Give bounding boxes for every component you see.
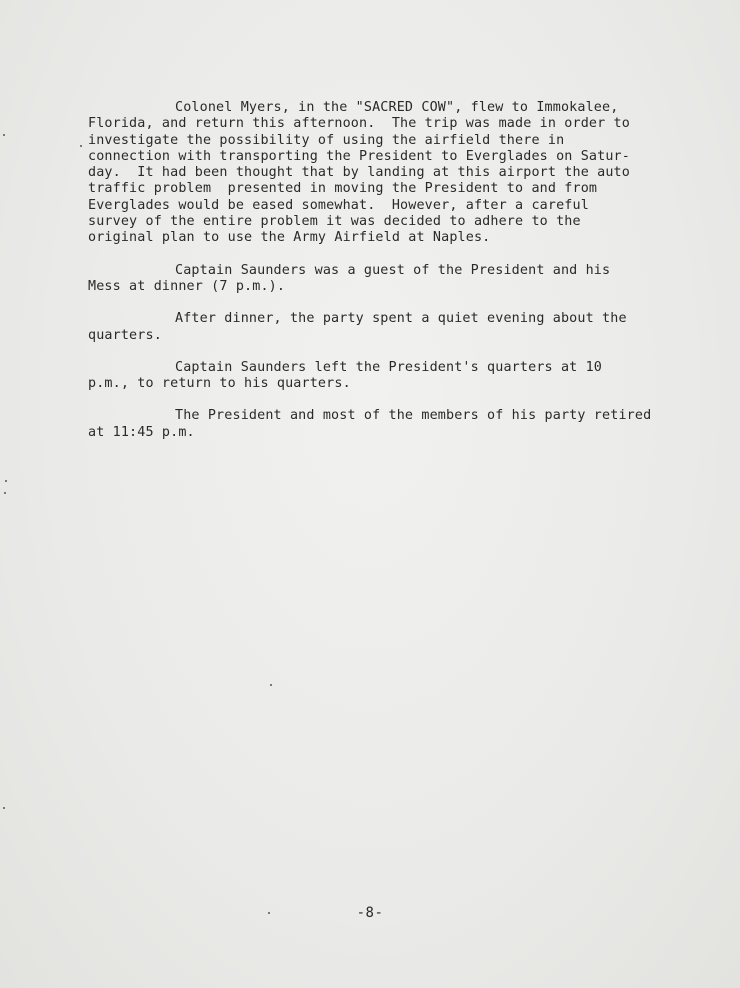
text-line: Mess at dinner (7 p.m.). bbox=[88, 278, 286, 294]
text-line: day. It had been thought that by landing at this airport the auto bbox=[88, 165, 630, 181]
paragraph-gap bbox=[88, 295, 648, 311]
paragraph-gap bbox=[88, 344, 648, 360]
text-line: Captain Saunders was a guest of the President and his bbox=[175, 262, 611, 278]
paragraph-gap bbox=[88, 392, 648, 408]
paragraph-gap bbox=[88, 247, 648, 263]
text-line: survey of the entire problem it was decided to adhere to the bbox=[88, 214, 581, 230]
text-line: at 11:45 p.m. bbox=[88, 424, 195, 440]
text-line: Captain Saunders left the President's quarters at 10 bbox=[175, 359, 603, 375]
scan-speck bbox=[5, 480, 7, 482]
text-line: connection with transporting the President to Everglades on Satur- bbox=[88, 148, 630, 164]
scan-speck bbox=[3, 134, 5, 136]
text-line: traffic problem presented in moving the President to and from bbox=[88, 181, 598, 197]
text-line: The President and most of the members of his party retired bbox=[175, 408, 652, 424]
paragraph-dinner-guest bbox=[88, 263, 648, 296]
scan-speck bbox=[268, 912, 270, 914]
text-line: p.m., to return to his quarters. bbox=[88, 376, 351, 392]
scan-speck bbox=[4, 492, 6, 494]
text-line: Colonel Myers, in the "SACRED COW", flew to Immokalee, bbox=[175, 100, 619, 115]
paragraph-evening bbox=[88, 311, 648, 344]
scan-speck bbox=[80, 145, 82, 147]
paragraph-retired bbox=[88, 408, 652, 441]
text-line: original plan to use the Army Airfield at Naples. bbox=[88, 230, 491, 246]
text-line: After dinner, the party spent a quiet evening about the bbox=[175, 311, 627, 327]
page-number: -8- bbox=[356, 905, 384, 921]
scan-speck bbox=[270, 684, 272, 686]
scan-speck bbox=[3, 807, 5, 809]
paragraph-departure bbox=[88, 360, 648, 393]
text-line: investigate the possibility of using the airfield there in bbox=[88, 132, 565, 148]
text-line: Florida, and return this afternoon. The trip was made in order to bbox=[88, 116, 630, 132]
text-line: quarters. bbox=[88, 327, 162, 343]
paragraph-sacred-cow-trip bbox=[88, 100, 648, 247]
document-body bbox=[88, 100, 652, 441]
text-line: Everglades would be eased somewhat. However, after a careful bbox=[88, 197, 589, 213]
